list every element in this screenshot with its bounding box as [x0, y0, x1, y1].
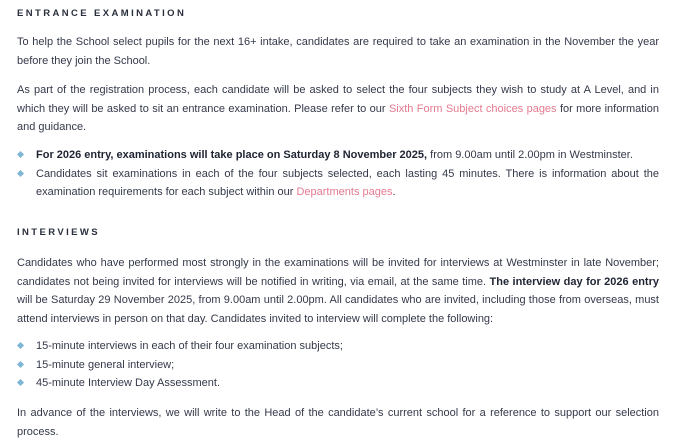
exam-time-text: from 9.00am until 2.00pm in Westminster. — [427, 149, 633, 161]
entrance-intro-paragraph: To help the School select pupils for the next 16+ intake, candidates are required to take an examination in the November the year before they join the School. — [17, 36, 659, 67]
interview-components-list — [17, 337, 659, 393]
interview-item-label: 15-minute interviews in each of their four examination subjects; — [36, 340, 343, 352]
registration-text-after: for more information and guidance. — [17, 102, 660, 133]
list-item — [17, 337, 659, 356]
entrance-examination-heading: ENTRANCE EXAMINATION — [17, 8, 187, 19]
list-item — [17, 374, 659, 393]
diamond-bullet-icon — [17, 169, 24, 176]
list-item — [17, 356, 659, 375]
exam-date-bold: For 2026 entry, examinations will take place on Saturday 8 November 2025, — [36, 149, 428, 161]
interview-item-label: 15-minute general interview; — [36, 358, 175, 371]
interviews-paragraph — [17, 254, 659, 328]
diamond-bullet-icon — [17, 151, 24, 158]
closing-paragraph: In advance of the interviews, we will write to the Head of the candidate’s current school for a reference to support our selection process. — [17, 407, 659, 438]
exam-subjects-text-after: . — [392, 186, 396, 198]
diamond-bullet-icon — [17, 379, 24, 386]
registration-paragraph — [17, 81, 659, 137]
interviews-text-before: Candidates who have performed most strongly in the examinations will be invited for interviews at Westminster in late November; candidates not being invited for interviews will be notified in writing, via email, at the same time. — [17, 257, 659, 288]
list-item — [17, 146, 659, 165]
sixth-form-subject-choices-link[interactable]: Sixth Form Subject choices pages — [388, 102, 557, 115]
diamond-bullet-icon — [17, 360, 24, 367]
interviews-text-after: will be Saturday 29 November 2025, from 9.00am until 2.00pm. All candidates who are invited, including those from overseas, must attend interviews in person on that day. Candidates invited to interview will complete the following: — [17, 294, 659, 325]
interview-item-label: 45-minute Interview Day Assessment. — [36, 377, 221, 389]
interview-day-bold: The interview day for 2026 entry — [489, 275, 659, 288]
departments-pages-link[interactable]: Departments pages — [296, 186, 393, 198]
interviews-heading: INTERVIEWS — [17, 227, 100, 238]
diamond-bullet-icon — [17, 342, 24, 349]
list-item — [17, 165, 659, 202]
entrance-bullet-list — [17, 146, 659, 202]
exam-subjects-text: Candidates sit examinations in each of the four subjects selected, each lasting 45 minutes. There is information about the examination requirements for each subject within our — [36, 167, 659, 198]
registration-text-before: As part of the registration process, each candidate will be asked to select the four subjects they wish to study at A Level, and in which they will be asked to sit an entrance examination. Please refer to our — [17, 84, 659, 115]
